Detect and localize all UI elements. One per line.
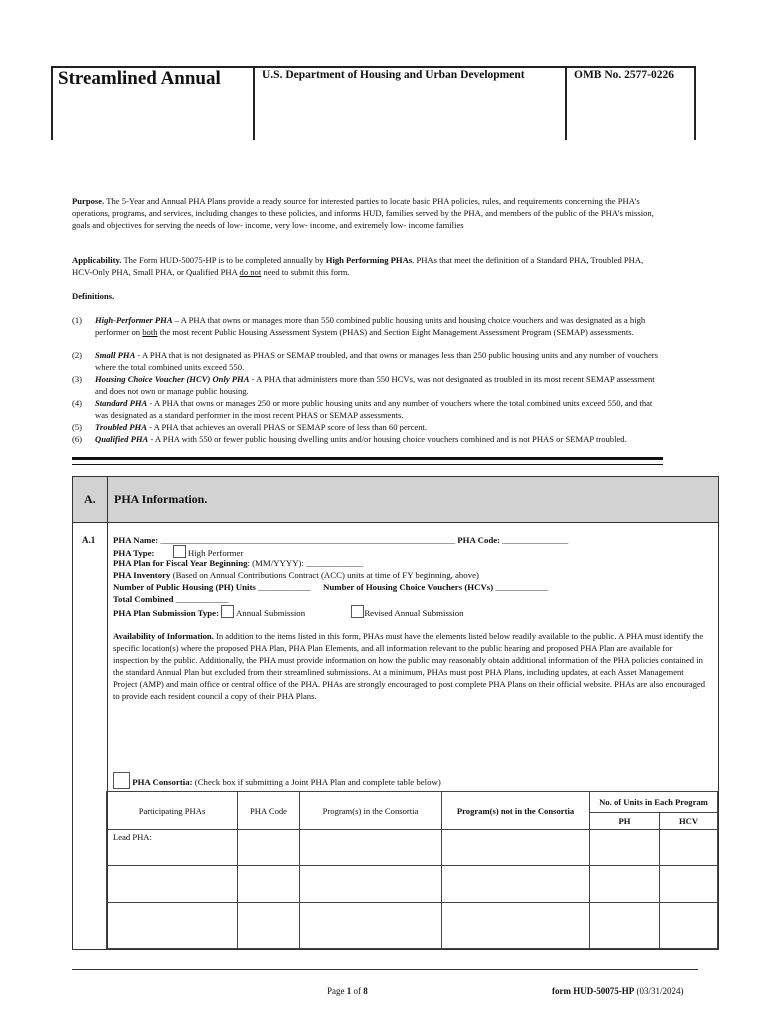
table-cell[interactable] (238, 903, 300, 949)
definition-term: Small PHA (95, 350, 136, 360)
definition-term: High-Performer PHA (95, 315, 173, 325)
definition-number: (2) (72, 350, 83, 360)
table-cell[interactable] (660, 903, 718, 949)
pha-code-label: PHA Code: (455, 535, 501, 545)
definition-number: (5) (72, 422, 83, 432)
pha-code-field[interactable]: _______________ (500, 535, 569, 545)
section-divider-thin (72, 464, 663, 465)
fiscal-year-line (113, 557, 363, 569)
table-cell[interactable] (238, 830, 300, 866)
definition-number: (1) (72, 315, 83, 325)
department-name: U.S. Department of Housing and Urban Development (262, 69, 525, 81)
definition-text: – A PHA that owns or manages more than 550 combined public housing units and housing choice vouchers and was designated as a high performer on (95, 315, 646, 338)
submission-label: PHA Plan Submission Type: (113, 608, 220, 618)
applicability-bold: High Performing PHAs (325, 255, 413, 265)
applicability-paragraph (72, 254, 664, 278)
applicability-text-3: need to submit this form. (263, 267, 350, 278)
table-cell[interactable] (238, 866, 300, 903)
fiscal-year-field[interactable]: : (MM/YYYY): _____________ (247, 558, 364, 568)
revised-submission-checkbox[interactable] (351, 605, 364, 618)
col-units-each-program: No. of Units in Each Program (590, 792, 718, 813)
col-pha-code: PHA Code (238, 792, 300, 830)
total-line (113, 593, 229, 605)
pha-name-field[interactable]: ___________________________________________________________________ (158, 535, 456, 545)
definition-term: Troubled PHA (95, 422, 147, 432)
hcv-field[interactable]: ____________ (493, 582, 549, 592)
table-cell[interactable] (300, 830, 442, 866)
definition-term: Housing Choice Voucher (HCV) Only PHA (95, 374, 250, 384)
ph-units-field[interactable]: ____________ (255, 582, 311, 592)
definition-underlined: both (142, 327, 158, 338)
section-title: PHA Information. (114, 492, 208, 506)
form-date: (03/31/2024) (634, 986, 684, 996)
availability-paragraph (113, 630, 709, 703)
footer-rule (72, 969, 698, 970)
consortia-table (106, 791, 718, 949)
page-total: 8 (363, 986, 368, 996)
definition-text: - A PHA that achieves an overall PHAS or SEMAP score of less than 60 percent. (146, 422, 428, 432)
definitions-label (72, 290, 664, 302)
purpose-text: The 5-Year and Annual PHA Plans provide a ready source for interested parties to locate basic PHA policies, rules, and requirements concerning the PHA’s operations, programs, and services, including changes to these policies, and informs HUD, families served by the PHA, and members of the public of the PHA’s mission, goals and objectives for serving the needs of low- income, very low- income, and extremely low- income families (72, 196, 654, 231)
inventory-text: (Based on Annual Contributions Contract (ACC) units at time of FY beginning, above) (170, 570, 479, 580)
col-programs-in: Program(s) in the Consortia (300, 792, 442, 830)
definitions-label-text: Definitions. (72, 291, 115, 301)
table-cell[interactable] (660, 866, 718, 903)
consortia-checkbox[interactable] (113, 772, 130, 789)
definition-item (72, 397, 664, 423)
definitions-list (72, 314, 664, 460)
form-number: form HUD-50075-HP (552, 986, 635, 996)
table-cell[interactable] (442, 866, 590, 903)
pha-type-label: PHA Type: (113, 548, 155, 558)
col-participating-phas: Participating PHAs (107, 792, 238, 830)
definition-item (72, 349, 664, 375)
table-cell[interactable] (107, 866, 238, 903)
table-row (107, 866, 718, 903)
page-of: of (351, 986, 364, 996)
total-label: Total Combined (113, 594, 174, 604)
definition-term: Standard PHA (95, 398, 148, 408)
consortia-label: PHA Consortia: (132, 777, 193, 787)
definition-text: - A PHA that owns or manages 250 or more public housing units and any number of vouchers where the total combined units exceed 550, and that was designated as a standard performer in the most recent PHAS or SEMAP assessments. (95, 398, 653, 421)
table-cell[interactable] (590, 830, 660, 866)
table-cell[interactable] (300, 903, 442, 949)
high-performer-label: High Performer (187, 548, 244, 558)
applicability-text-2: . PHAs that meet the definition of a Standard PHA, Troubled PHA, HCV-Only PHA, Small PHA, or Qualified PHA (72, 255, 644, 278)
total-field[interactable]: ____________ (173, 594, 229, 604)
table-cell[interactable] (660, 830, 718, 866)
consortia-line (113, 772, 441, 789)
inventory-line (113, 569, 479, 581)
definition-text: - A PHA that is not designated as PHAS or SEMAP troubled, and that owns or manages less than 250 public housing units and any number of vouchers where the total combined units exceed 550. (95, 350, 659, 373)
definition-item (72, 314, 664, 354)
page-number (327, 986, 368, 996)
table-cell[interactable] (107, 903, 238, 949)
table-cell[interactable] (590, 903, 660, 949)
units-line (113, 581, 548, 593)
definition-item (72, 433, 664, 459)
revised-submission-label: Revised Annual Submission (364, 608, 464, 618)
form-title: Streamlined Annual (58, 68, 221, 89)
fiscal-year-label: PHA Plan for Fiscal Year Beginning (113, 558, 248, 568)
definition-text-b: the most recent Public Housing Assessment System (PHAS) and Section Eight Management Assessment Program (SEMAP) assessments. (157, 327, 634, 338)
page-prefix: Page (327, 986, 347, 996)
section-divider-thick (72, 457, 663, 460)
col-hcv: HCV (660, 813, 718, 830)
submission-line (113, 605, 464, 619)
purpose-paragraph (72, 195, 664, 232)
table-row (107, 830, 718, 866)
availability-text: In addition to the items listed in this form, PHAs must have the elements listed below readily available to the public. A PHA must identify the specific location(s) where the proposed PHA Plan, PHA Plan Elements, and all information relevant to the public hearing and proposed PHA Plan are available for inspection by the public. Additionally, the PHA must provide information on how the public may reasonably obtain additional information of the PHA policies contained in the standard Annual Plan but excluded from their streamlined submissions. At a minimum, PHAs must post PHA Plans, including updates, at each Asset Management Project (AMP) and main office or central office of the PHA. PHAs are strongly encouraged to post complete PHA Plans on their official website. PHAs are also encouraged to provide each resident council a copy of their PHA Plans. (113, 631, 706, 702)
col-programs-not: Program(s) not in the Consortia (442, 792, 590, 830)
table-cell[interactable] (442, 830, 590, 866)
definition-number: (4) (72, 398, 83, 408)
hcv-label: Number of Housing Choice Vouchers (HCVs) (323, 582, 494, 592)
definition-text: - A PHA that administers more than 550 HCVs, was not designated as troubled in its most recent SEMAP assessment and does not own or manage public housing. (95, 374, 655, 397)
lead-pha-cell[interactable]: Lead PHA: (107, 830, 238, 866)
applicability-text-1: The Form HUD-50075-HP is to be completed annually by (123, 255, 324, 265)
definition-number: (6) (72, 434, 83, 444)
page-current: 1 (346, 986, 352, 996)
table-cell[interactable] (442, 903, 590, 949)
table-row (107, 903, 718, 949)
section-letter: A. (84, 492, 96, 506)
omb-number: OMB No. 2577-0226 (574, 69, 674, 81)
annual-submission-checkbox[interactable] (221, 605, 234, 618)
col-ph: PH (590, 813, 660, 830)
applicability-underlined: do not (239, 267, 262, 278)
form-id (552, 986, 683, 996)
ph-units-label: Number of Public Housing (PH) Units (113, 582, 256, 592)
annual-submission-label: Annual Submission (235, 608, 306, 618)
consortia-text: (Check box if submitting a Joint PHA Plan and complete table below) (192, 777, 441, 787)
definition-term: Qualified PHA (95, 434, 149, 444)
availability-label: Availability of Information. (113, 631, 214, 641)
table-cell[interactable] (590, 866, 660, 903)
table-cell[interactable] (300, 866, 442, 903)
subsection-number: A.1 (82, 535, 96, 545)
definition-text: - A PHA with 550 or fewer public housing dwelling units and/or housing choice vouchers combined and is not PHAS or SEMAP troubled. (148, 434, 627, 444)
applicability-label: Applicability. (72, 255, 122, 265)
definition-item (72, 373, 664, 399)
definition-number: (3) (72, 374, 83, 384)
inventory-label: PHA Inventory (113, 570, 171, 580)
pha-name-label: PHA Name: (113, 535, 159, 545)
purpose-label: Purpose. (72, 196, 105, 206)
